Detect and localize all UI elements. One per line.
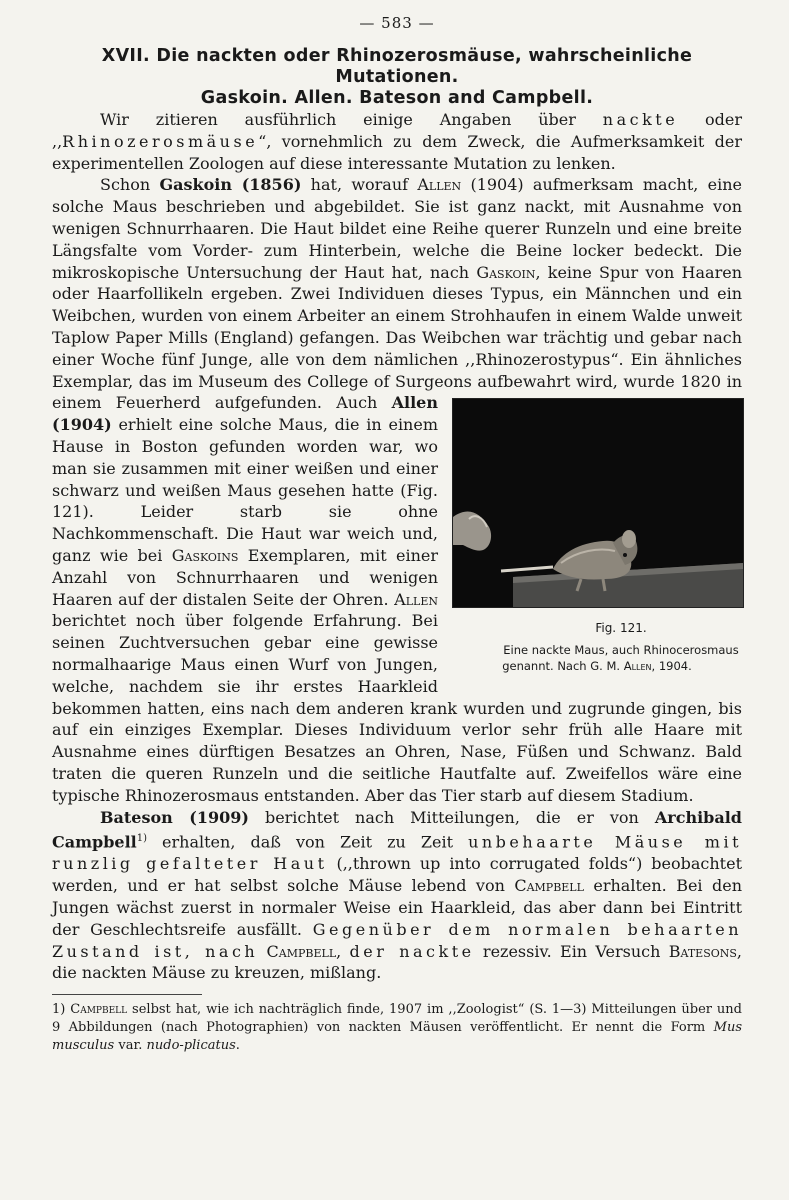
mouse-photo-image — [453, 399, 743, 607]
photo-naked-mouse — [452, 398, 744, 608]
figure-121 — [452, 398, 742, 674]
page-number: — 583 — — [359, 14, 435, 32]
paragraph-intro: Wir zitieren ausführlich einige Angaben über nackte oder ,,Rhinozerosmäuse“, vornehmlich zu dem Zweck, die Aufmerksamkeit der experimentellen Zoologen auf diese interessante Mutation zu lenken. — [52, 110, 743, 173]
paragraph-bateson: Bateson (1909) berichtet nach Mitteilungen, die er von Archibald Campbell$^{1)}$ erhalten, daß von Zeit zu Zeit unbehaarte Mäuse mit runzlig gefalteter Haut (,,thrown up into corrugated folds“) beobachtet werden, und er hat selbst solche Mäuse lebend von Campbell erhalten. Bei den Jungen wächst zuerst in normaler Weise ein Haarkleid, das aber dann bei Eintritt der Geschlechtsreife ausfällt. Gegenüber dem normalen behaarten Zustand ist, nach Campbell, der nackte rezessiv. Ein Versuch Batesons, die nackten Mäuse zu kreuzen, mißlang. — [52, 807, 743, 983]
figure-caption: Eine nackte Maus, auch Rhinocerosmaus genannt. Nach G. M. Allen, 1904. — [502, 643, 739, 674]
heading-line-1: XVII. Die nackten oder Rhinozerosmäuse, wahrscheinliche Mutationen. — [101, 46, 693, 87]
paragraph-gaskoin-allen: Schon Gaskoin (1856) hat, worauf Allen (1904) aufmerksam macht, eine solche Maus beschrieben und abgebildet. Sie ist ganz nackt, mit Ausnahme von wenigen Schnurrhaaren. Die Haut bildet eine Reihe querer Runzeln und eine breite Längsfalte vom Vorder- zum Hinterbein, welche die Beine locker bedeckt. Die mikroskopische Untersuchung der Haut hat, nach Gaskoin, keine Spur von Haaren oder Haarfollikeln ergeben. Zwei Individuen dieses Typus, ein Männchen und ein Weibchen, wurden von einem Arbeiter an einem Strohhaufen in einem Walde unweit Taplow Paper Mills (England) gefangen. Das Weibchen war trächtig und gebar nach einer Woche fünf Junge, alle von dem nämlichen ,,Rhinozerostypus“. Ein ähnliches Exemplar, das im Museum des College of Surgeons aufbewahrt wird, wurde 1820 in einem Feuerherd aufgefunden. Auch Fig. 121. Eine nackte Maus, auch Rhinocerosmaus genannt. Nach G. M. Allen, 1904. Allen (1904) erhielt eine solche Maus, die in einem Hause in Boston gefunden worden war, wo man sie zusammen mit einer weißen und einer schwarz und weißen Maus gesehen hatte (Fig. 121). Leider starb sie ohne Nachkommenschaft. Die Haut war weich und, ganz wie bei Gaskoins Exemplaren, mit einer Anzahl von Schnurrhaaren und wenigen Haaren auf der distalen Seite der Ohren. Allen berichtet noch über folgende Erfahrung. Bei seinen Zuchtversuchen gebar eine gewisse normalhaarige Maus einen Wurf von Jungen, welche, nachdem sie ihr erstes Haarkleid bekommen hatten, eins nach dem anderen krank wurden und zugrunde gingen, bis auf ein einziges Exemplar. Dieses Individuum verlor sehr früh alle Haare mit Ausnahme eines dürftigen Besatzes an Ohren, Nase, Füßen und Schwanz. Bald traten die queren Runzeln und die seitliche Hautfalte auf. Zweifellos wäre eine typische Rhinozerosmaus entstanden. Aber das Tier starb auf diesem Stadium. — [52, 175, 743, 805]
chapter-heading — [52, 46, 742, 109]
figure-number: Fig. 121. — [595, 621, 647, 636]
footnote: 1) Campbell selbst hat, wie ich nachträglich finde, 1907 im ,,Zoologist“ (S. 1—3) Mitteilungen über und 9 Abbildungen (nach Photographien) von nackten Mäusen veröffentlicht. Er nennt die Form Mus musculus var. nudo-plicatus. — [52, 1002, 742, 1054]
page — [52, 14, 742, 1055]
heading-line-2: Gaskoin. Allen. Bateson and Campbell. — [200, 88, 594, 108]
footnote-divider — [52, 994, 202, 995]
